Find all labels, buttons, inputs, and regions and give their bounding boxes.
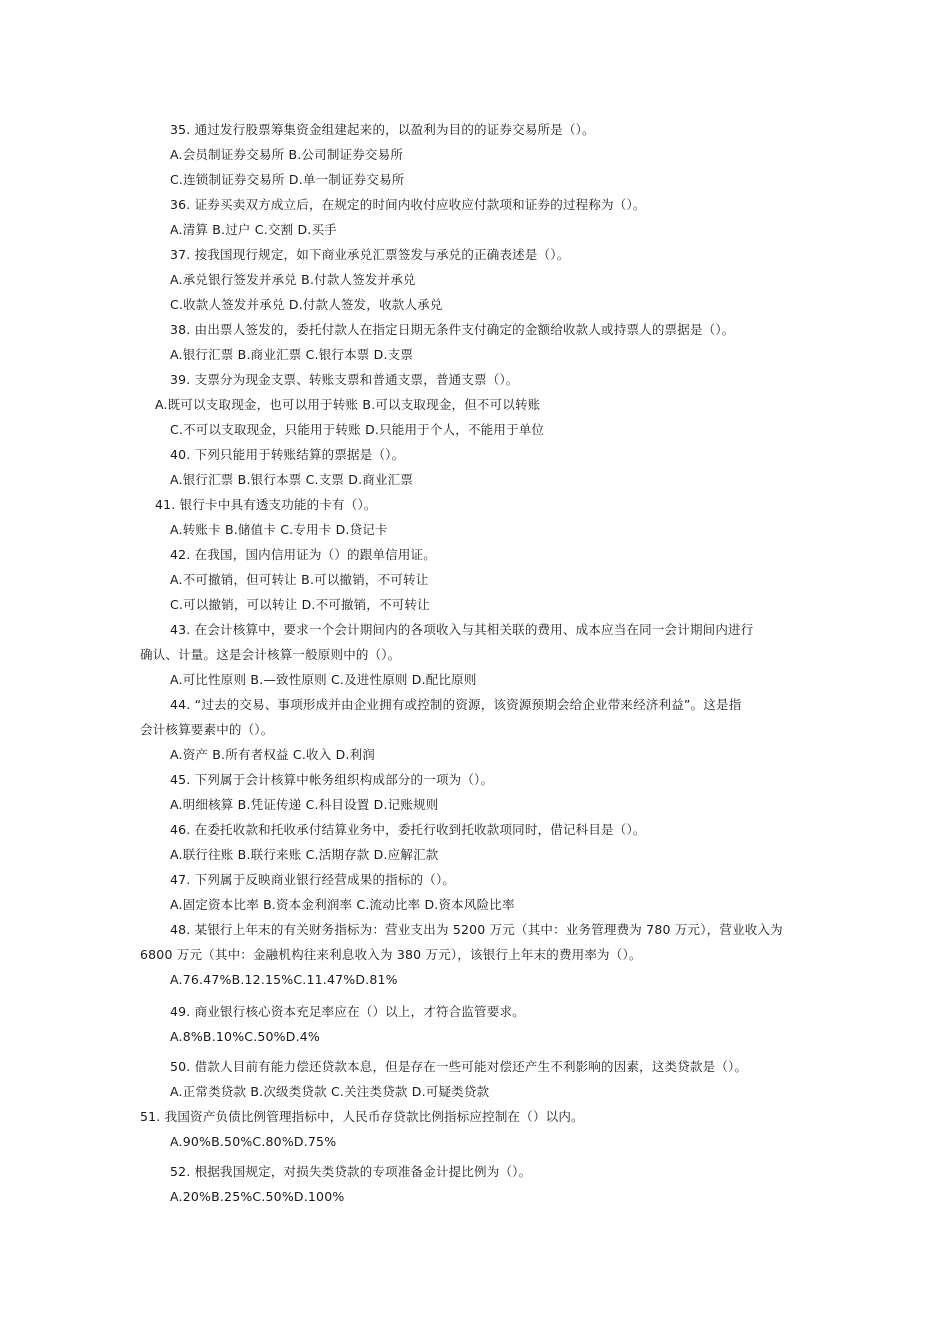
question-36: 36. 证券买卖双方成立后，在规定的时间内收付应收应付款项和证券的过程称为（）。 bbox=[170, 197, 646, 212]
question-42-options-a-b: A.不可撤销，但可转让 B.可以撤销，不可转让 bbox=[170, 572, 429, 587]
question-37-options-a-b: A.承兑银行签发并承兑 B.付款人签发并承兑 bbox=[170, 272, 416, 287]
question-45-options: A.明细核算 B.凭证传递 C.科目设置 D.记账规则 bbox=[170, 797, 439, 812]
question-40: 40. 下列只能用于转账结算的票据是（）。 bbox=[170, 447, 405, 462]
question-49-options: A.8%B.10%C.50%D.4% bbox=[170, 1029, 320, 1044]
question-41: 41. 银行卡中具有透支功能的卡有（）。 bbox=[155, 497, 377, 512]
question-38: 38. 由出票人签发的，委托付款人在指定日期无条件支付确定的金额给收款人或持票人的票据是（）。 bbox=[170, 322, 735, 337]
question-48: 48. 某银行上年末的有关财务指标为：营业支出为 5200 万元（其中：业务管理费为 780 万元），营业收入为 bbox=[170, 922, 783, 937]
question-43: 43. 在会计核算中，要求一个会计期间内的各项收入与其相关联的费用、成本应当在同一会计期间内进行 bbox=[170, 622, 754, 637]
question-38-options: A.银行汇票 B.商业汇票 C.银行本票 D.支票 bbox=[170, 347, 414, 362]
question-44-continued: 会计核算要素中的（）。 bbox=[140, 722, 274, 737]
question-49: 49. 商业银行核心资本充足率应在（）以上，才符合监管要求。 bbox=[170, 1004, 525, 1019]
question-48-continued: 6800 万元（其中：金融机构往来利息收入为 380 万元），该银行上年末的费用率为（）。 bbox=[140, 947, 642, 962]
question-46: 46. 在委托收款和托收承付结算业务中，委托行收到托收款项同时，借记科目是（）。 bbox=[170, 822, 646, 837]
question-35-options-a-b: A.会员制证券交易所 B.公司制证券交易所 bbox=[170, 147, 404, 162]
question-35-options-c-d: C.连锁制证券交易所 D.单一制证券交易所 bbox=[170, 172, 405, 187]
question-51-options: A.90%B.50%C.80%D.75% bbox=[170, 1134, 337, 1149]
question-47: 47. 下列属于反映商业银行经营成果的指标的（）。 bbox=[170, 872, 456, 887]
question-52: 52. 根据我国规定，对损失类贷款的专项准备金计提比例为（）。 bbox=[170, 1164, 532, 1179]
question-39-options-a-b: A.既可以支取现金，也可以用于转账 B.可以支取现金，但不可以转账 bbox=[155, 397, 541, 412]
question-36-options: A.清算 B.过户 C.交割 D.买手 bbox=[170, 222, 337, 237]
question-41-options: A.转账卡 B.储值卡 C.专用卡 D.贷记卡 bbox=[170, 522, 388, 537]
question-48-options: A.76.47%B.12.15%C.11.47%D.81% bbox=[170, 972, 398, 987]
question-43-options: A.可比性原则 B.—致性原则 C.及进性原则 D.配比原则 bbox=[170, 672, 477, 687]
question-44: 44. “过去的交易、事项形成并由企业拥有或控制的资源，该资源预期会给企业带来经济利益”。这是指 bbox=[170, 697, 742, 712]
question-50: 50. 借款人目前有能力偿还贷款本息，但是存在一些可能对偿还产生不利影响的因素，这类贷款是（）。 bbox=[170, 1059, 748, 1074]
question-39: 39. 支票分为现金支票、转账支票和普通支票，普通支票（）。 bbox=[170, 372, 519, 387]
question-45: 45. 下列属于会计核算中帐务组织构成部分的一项为（）。 bbox=[170, 772, 494, 787]
question-37: 37. 按我国现行规定，如下商业承兑汇票签发与承兑的正确表述是（）。 bbox=[170, 247, 570, 262]
question-40-options: A.银行汇票 B.银行本票 C.支票 D.商业汇票 bbox=[170, 472, 414, 487]
question-42-options-c-d: C.可以撤销，可以转让 D.不可撤销，不可转让 bbox=[170, 597, 430, 612]
question-43-continued: 确认、计量。这是会计核算一般原则中的（）。 bbox=[140, 647, 401, 662]
question-44-options: A.资产 B.所有者权益 C.收入 D.利润 bbox=[170, 747, 375, 762]
question-47-options: A.固定资本比率 B.资本金利润率 C.流动比率 D.资本风险比率 bbox=[170, 897, 515, 912]
question-50-options: A.正常类贷款 B.次级类贷款 C.关注类贷款 D.可疑类贷款 bbox=[170, 1084, 490, 1099]
question-37-options-c-d: C.收款人签发并承兑 D.付款人签发，收款人承兑 bbox=[170, 297, 443, 312]
question-35: 35. 通过发行股票筹集资金组建起来的，以盈利为目的的证券交易所是（）。 bbox=[170, 122, 595, 137]
question-39-options-c-d: C.不可以支取现金，只能用于转账 D.只能用于个人，不能用于单位 bbox=[170, 422, 545, 437]
question-42: 42. 在我国，国内信用证为（）的跟单信用证。 bbox=[170, 547, 436, 562]
question-46-options: A.联行往账 B.联行来账 C.活期存款 D.应解汇款 bbox=[170, 847, 439, 862]
question-51: 51. 我国资产负债比例管理指标中，人民币存贷款比例指标应控制在（）以内。 bbox=[140, 1109, 584, 1124]
question-52-options: A.20%B.25%C.50%D.100% bbox=[170, 1189, 345, 1204]
